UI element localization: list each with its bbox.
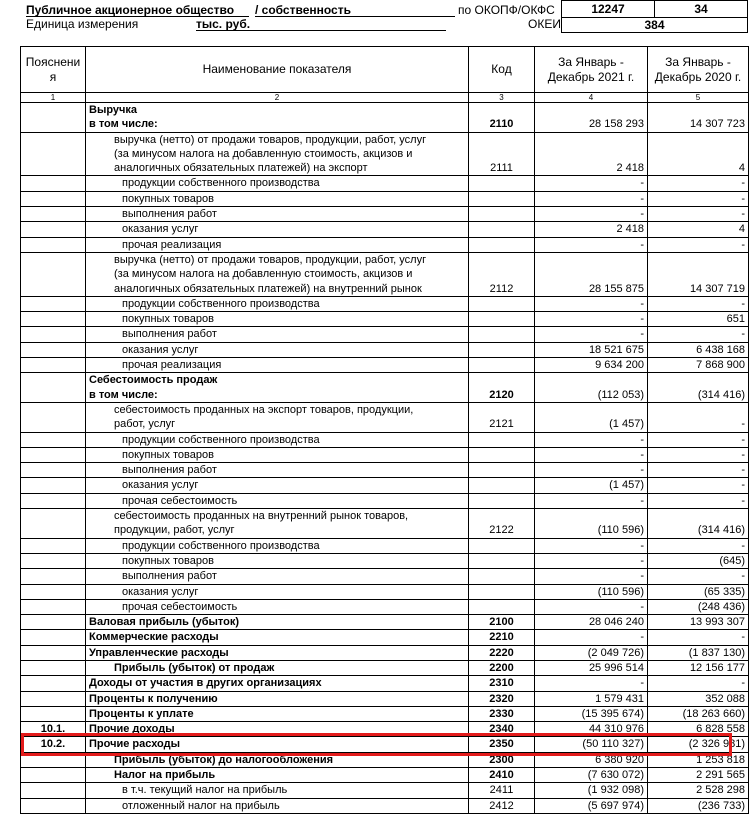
income-statement-table	[20, 46, 749, 814]
indicator-name: продукции собственного производства	[86, 432, 469, 447]
note-cell	[21, 358, 86, 373]
table-row	[21, 752, 749, 767]
table-row	[21, 312, 749, 327]
unit-label: Единица измерения	[26, 17, 139, 31]
value-2021: -	[535, 207, 648, 222]
ownership-label: / собственность	[255, 3, 351, 17]
value-2021: -	[535, 463, 648, 478]
note-cell	[21, 296, 86, 311]
line-code: 2122	[469, 509, 535, 539]
value-2021: 2 418	[535, 132, 648, 176]
indicator-name: прочая себестоимость	[86, 493, 469, 508]
note-cell	[21, 222, 86, 237]
indicator-name: прочая реализация	[86, 237, 469, 252]
line-code	[469, 176, 535, 191]
line-code: 2410	[469, 768, 535, 783]
note-cell	[21, 538, 86, 553]
value-2020: -	[648, 237, 749, 252]
line-code: 2112	[469, 252, 535, 296]
value-2021: 9 634 200	[535, 358, 648, 373]
value-2020: -	[648, 296, 749, 311]
value-2021: (1 932 098)	[535, 783, 648, 798]
indicator-name: выполнения работ	[86, 463, 469, 478]
indicator-name: выполнения работ	[86, 327, 469, 342]
indicator-name: Прочие расходы	[86, 737, 469, 752]
indicator-name: оказания услуг	[86, 222, 469, 237]
line-code: 2111	[469, 132, 535, 176]
col-number: 4	[535, 93, 648, 103]
line-code: 2121	[469, 402, 535, 432]
value-2020: 651	[648, 312, 749, 327]
value-2021: (15 395 674)	[535, 706, 648, 721]
value-2020: 2 528 298	[648, 783, 749, 798]
note-cell	[21, 645, 86, 660]
table-row	[21, 615, 749, 630]
value-2021: -	[535, 176, 648, 191]
value-2021: (1 457)	[535, 478, 648, 493]
value-2020: -	[648, 432, 749, 447]
indicator-name: себестоимость проданных на экспорт товаров, продукции, работ, услуг	[86, 402, 469, 432]
value-2020: (18 263 660)	[648, 706, 749, 721]
note-cell	[21, 493, 86, 508]
note-cell	[21, 584, 86, 599]
table-row	[21, 402, 749, 432]
table-row	[21, 676, 749, 691]
note-cell	[21, 373, 86, 403]
line-code: 2220	[469, 645, 535, 660]
note-cell	[21, 327, 86, 342]
value-2021: -	[535, 538, 648, 553]
ownership-underline	[255, 16, 455, 17]
note-cell	[21, 691, 86, 706]
col-number: 1	[21, 93, 86, 103]
value-2021: 28 046 240	[535, 615, 648, 630]
indicator-name: Валовая прибыль (убыток)	[86, 615, 469, 630]
table-row	[21, 132, 749, 176]
value-2021: (7 630 072)	[535, 768, 648, 783]
indicator-name: Налог на прибыль	[86, 768, 469, 783]
indicator-name: Прибыль (убыток) от продаж	[86, 660, 469, 675]
table-row	[21, 342, 749, 357]
col-number: 2	[86, 93, 469, 103]
note-cell	[21, 706, 86, 721]
value-2021: -	[535, 599, 648, 614]
table-row	[21, 630, 749, 645]
line-code: 2320	[469, 691, 535, 706]
table-row	[21, 783, 749, 798]
line-code	[469, 342, 535, 357]
table-row	[21, 798, 749, 813]
col-number: 5	[648, 93, 749, 103]
value-2020: -	[648, 327, 749, 342]
value-2020: -	[648, 569, 749, 584]
value-2020: -	[648, 463, 749, 478]
note-cell	[21, 599, 86, 614]
table-row	[21, 722, 749, 737]
table-row	[21, 768, 749, 783]
value-2021: (50 110 327)	[535, 737, 648, 752]
table-row	[21, 691, 749, 706]
table-row	[21, 222, 749, 237]
line-code: 2200	[469, 660, 535, 675]
note-cell	[21, 103, 86, 133]
note-cell: 10.2.	[21, 737, 86, 752]
note-cell	[21, 676, 86, 691]
indicator-name: покупных товаров	[86, 312, 469, 327]
okei-label: ОКЕИ	[528, 17, 561, 31]
value-2021: (5 697 974)	[535, 798, 648, 813]
note-cell	[21, 463, 86, 478]
indicator-name: Управленческие расходы	[86, 645, 469, 660]
table-row	[21, 706, 749, 721]
value-2021: -	[535, 312, 648, 327]
value-2020: -	[648, 402, 749, 432]
note-cell	[21, 615, 86, 630]
indicator-name: покупных товаров	[86, 191, 469, 206]
col-header-name: Наименование показателя	[86, 47, 469, 93]
value-2020: 1 253 818	[648, 752, 749, 767]
table-row	[21, 569, 749, 584]
indicator-name: покупных товаров	[86, 447, 469, 462]
value-2021: 25 996 514	[535, 660, 648, 675]
value-2020: 7 868 900	[648, 358, 749, 373]
value-2020: -	[648, 176, 749, 191]
okopf-label: по ОКОПФ/ОКФС	[458, 3, 555, 17]
line-code	[469, 296, 535, 311]
line-code	[469, 569, 535, 584]
line-code: 2330	[469, 706, 535, 721]
line-code	[469, 463, 535, 478]
org-form: Публичное акционерное общество	[26, 3, 235, 17]
table-row	[21, 176, 749, 191]
note-cell	[21, 660, 86, 675]
note-cell	[21, 252, 86, 296]
indicator-name: Прибыль (убыток) до налогообложения	[86, 752, 469, 767]
okfs-code: 34	[654, 0, 748, 18]
table-row	[21, 553, 749, 568]
line-code	[469, 599, 535, 614]
col-header-2020: За Январь - Декабрь 2020 г.	[648, 47, 749, 93]
value-2021: (2 049 726)	[535, 645, 648, 660]
table-row	[21, 493, 749, 508]
indicator-name: выручка (нетто) от продажи товаров, продукции, работ, услуг (за минусом налога на добавленную стоимость, акцизов и аналогичных обязательных платежей) на экспорт	[86, 132, 469, 176]
value-2020: 14 307 719	[648, 252, 749, 296]
note-cell: 10.1.	[21, 722, 86, 737]
indicator-name: в т.ч. текущий налог на прибыль	[86, 783, 469, 798]
note-cell	[21, 432, 86, 447]
indicator-name: выполнения работ	[86, 569, 469, 584]
table-row	[21, 373, 749, 403]
value-2020: (645)	[648, 553, 749, 568]
line-code	[469, 327, 535, 342]
col-header-note: Пояснени я	[21, 47, 86, 93]
indicator-name: Выручка в том числе:	[86, 103, 469, 133]
value-2021: -	[535, 432, 648, 447]
indicator-name: Коммерческие расходы	[86, 630, 469, 645]
value-2020: (1 837 130)	[648, 645, 749, 660]
indicator-name: себестоимость проданных на внутренний рынок товаров, продукции, работ, услуг	[86, 509, 469, 539]
value-2021: -	[535, 237, 648, 252]
value-2020: (236 733)	[648, 798, 749, 813]
note-cell	[21, 237, 86, 252]
indicator-name: оказания услуг	[86, 342, 469, 357]
value-2020: (248 436)	[648, 599, 749, 614]
value-2021: 1 579 431	[535, 691, 648, 706]
indicator-name: продукции собственного производства	[86, 538, 469, 553]
table-row	[21, 447, 749, 462]
value-2020: (314 416)	[648, 509, 749, 539]
value-2020: -	[648, 191, 749, 206]
line-code: 2110	[469, 103, 535, 133]
value-2021: -	[535, 447, 648, 462]
unit-underline	[196, 30, 446, 31]
line-code: 2412	[469, 798, 535, 813]
note-cell	[21, 798, 86, 813]
table-row	[21, 660, 749, 675]
note-cell	[21, 630, 86, 645]
value-2020: 6 438 168	[648, 342, 749, 357]
value-2020: -	[648, 493, 749, 508]
table-row	[21, 207, 749, 222]
value-2020: 4	[648, 222, 749, 237]
note-cell	[21, 132, 86, 176]
value-2021: -	[535, 569, 648, 584]
okei-code: 384	[561, 17, 748, 33]
value-2020: 13 993 307	[648, 615, 749, 630]
indicator-name: Себестоимость продаж в том числе:	[86, 373, 469, 403]
value-2020: -	[648, 447, 749, 462]
line-code	[469, 584, 535, 599]
indicator-name: Проценты к получению	[86, 691, 469, 706]
line-code	[469, 222, 535, 237]
indicator-name: выполнения работ	[86, 207, 469, 222]
indicator-name: продукции собственного производства	[86, 176, 469, 191]
note-cell	[21, 569, 86, 584]
value-2020: -	[648, 478, 749, 493]
table-row	[21, 478, 749, 493]
indicator-name: покупных товаров	[86, 553, 469, 568]
note-cell	[21, 783, 86, 798]
value-2021: -	[535, 296, 648, 311]
line-code	[469, 358, 535, 373]
value-2020: (2 326 981)	[648, 737, 749, 752]
indicator-name: выручка (нетто) от продажи товаров, продукции, работ, услуг (за минусом налога на добавленную стоимость, акцизов и аналогичных обязательных платежей) на внутренний рынок	[86, 252, 469, 296]
indicator-name: оказания услуг	[86, 478, 469, 493]
line-code	[469, 237, 535, 252]
line-code	[469, 447, 535, 462]
indicator-name: продукции собственного производства	[86, 296, 469, 311]
line-code	[469, 432, 535, 447]
line-code	[469, 191, 535, 206]
value-2020: (314 416)	[648, 373, 749, 403]
value-2020: 4	[648, 132, 749, 176]
value-2020: -	[648, 630, 749, 645]
line-code	[469, 478, 535, 493]
table-row	[21, 327, 749, 342]
value-2020: 6 828 558	[648, 722, 749, 737]
col-header-code: Код	[469, 47, 535, 93]
indicator-name: Прочие доходы	[86, 722, 469, 737]
value-2021: (110 596)	[535, 584, 648, 599]
table-row	[21, 737, 749, 752]
value-2021: 2 418	[535, 222, 648, 237]
line-code	[469, 538, 535, 553]
indicator-name: прочая себестоимость	[86, 599, 469, 614]
note-cell	[21, 191, 86, 206]
value-2020: -	[648, 538, 749, 553]
note-cell	[21, 342, 86, 357]
value-2020: -	[648, 207, 749, 222]
value-2020: 12 156 177	[648, 660, 749, 675]
note-cell	[21, 478, 86, 493]
value-2021: -	[535, 630, 648, 645]
okopf-code: 12247	[561, 0, 655, 18]
table-row	[21, 103, 749, 133]
value-2021: 6 380 920	[535, 752, 648, 767]
value-2020: (65 335)	[648, 584, 749, 599]
line-code: 2340	[469, 722, 535, 737]
table-row	[21, 432, 749, 447]
note-cell	[21, 553, 86, 568]
line-code: 2411	[469, 783, 535, 798]
value-2020: 14 307 723	[648, 103, 749, 133]
table-row	[21, 584, 749, 599]
line-code	[469, 553, 535, 568]
value-2021: -	[535, 327, 648, 342]
line-code: 2210	[469, 630, 535, 645]
value-2021: (1 457)	[535, 402, 648, 432]
line-code: 2120	[469, 373, 535, 403]
table-row	[21, 538, 749, 553]
note-cell	[21, 312, 86, 327]
table-row	[21, 237, 749, 252]
value-2021: (110 596)	[535, 509, 648, 539]
indicator-name: отложенный налог на прибыль	[86, 798, 469, 813]
value-2021: -	[535, 553, 648, 568]
table-row	[21, 645, 749, 660]
table-row	[21, 358, 749, 373]
note-cell	[21, 447, 86, 462]
value-2021: -	[535, 493, 648, 508]
col-number: 3	[469, 93, 535, 103]
indicator-name: оказания услуг	[86, 584, 469, 599]
value-2021: 28 155 875	[535, 252, 648, 296]
value-2021: -	[535, 676, 648, 691]
value-2021: 18 521 675	[535, 342, 648, 357]
line-code: 2100	[469, 615, 535, 630]
table-row	[21, 252, 749, 296]
note-cell	[21, 509, 86, 539]
line-code	[469, 493, 535, 508]
indicator-name: Доходы от участия в других организациях	[86, 676, 469, 691]
value-2021: 44 310 976	[535, 722, 648, 737]
table-row	[21, 599, 749, 614]
line-code: 2350	[469, 737, 535, 752]
value-2021: -	[535, 191, 648, 206]
value-2020: 352 088	[648, 691, 749, 706]
value-2020: -	[648, 676, 749, 691]
line-code: 2310	[469, 676, 535, 691]
col-header-2021: За Январь - Декабрь 2021 г.	[535, 47, 648, 93]
line-code: 2300	[469, 752, 535, 767]
note-cell	[21, 402, 86, 432]
indicator-name: прочая реализация	[86, 358, 469, 373]
note-cell	[21, 768, 86, 783]
line-code	[469, 312, 535, 327]
value-2021: (112 053)	[535, 373, 648, 403]
table-row	[21, 509, 749, 539]
note-cell	[21, 176, 86, 191]
indicator-name: Проценты к уплате	[86, 706, 469, 721]
value-2020: 2 291 565	[648, 768, 749, 783]
value-2021: 28 158 293	[535, 103, 648, 133]
table-row	[21, 463, 749, 478]
note-cell	[21, 752, 86, 767]
table-row	[21, 191, 749, 206]
unit-value: тыс. руб.	[196, 17, 251, 31]
line-code	[469, 207, 535, 222]
table-row	[21, 296, 749, 311]
note-cell	[21, 207, 86, 222]
